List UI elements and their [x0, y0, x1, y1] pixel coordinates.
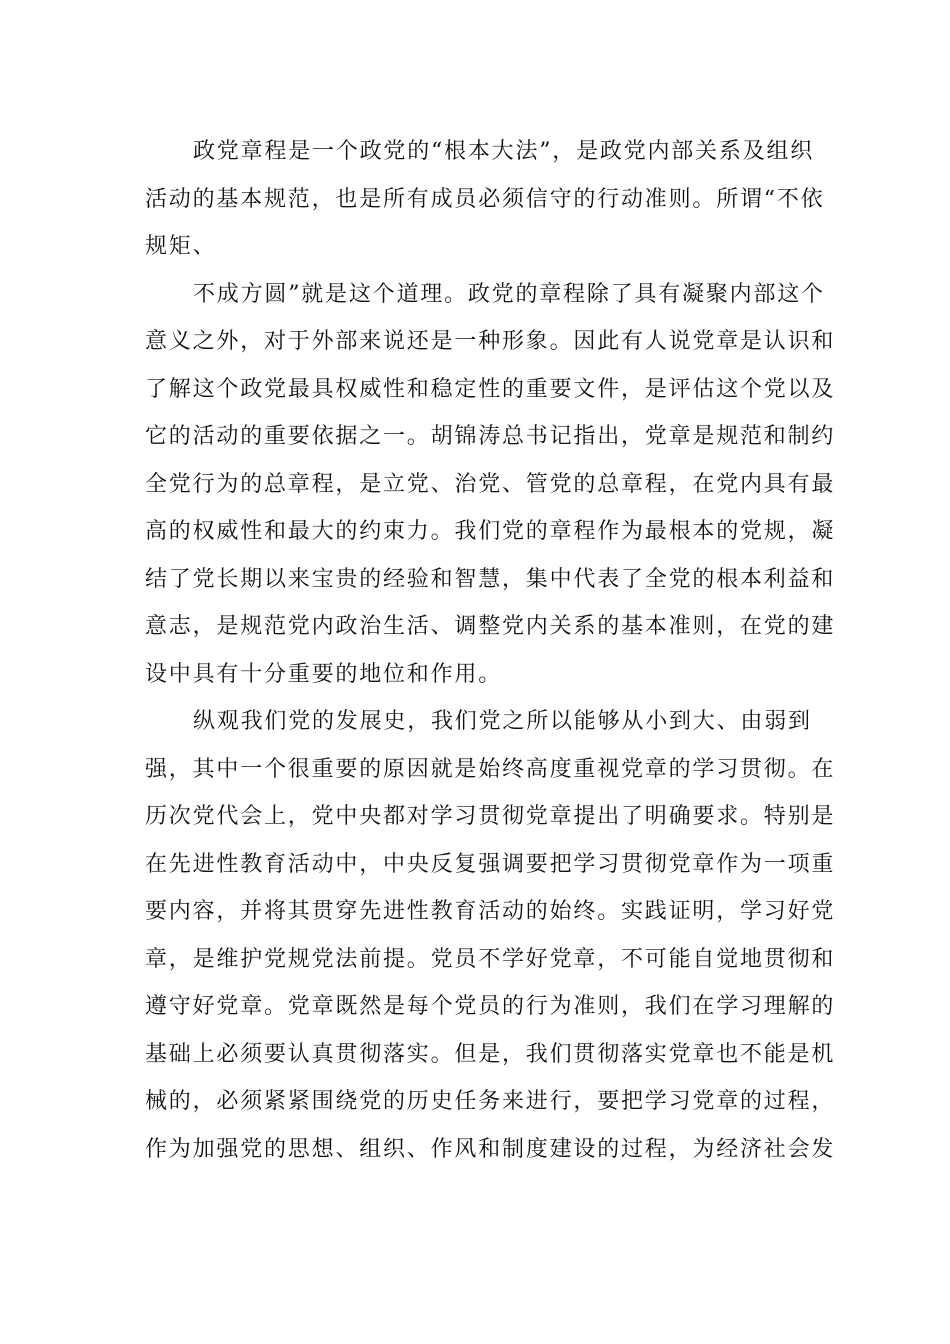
text-line: 作为加强党的思想、组织、作风和制度建设的过程，为经济社会发: [145, 1137, 836, 1162]
text-line: 意志，是规范党内政治生活、调整党内关系的基本准则，在党的建: [145, 614, 836, 639]
text-line: 要内容，并将其贯穿先进性教育活动的始终。实践证明，学习好党: [145, 899, 836, 924]
text-line: 章，是维护党规党法前提。党员不学好党章，不可能自觉地贯彻和: [145, 947, 836, 972]
text-line: 强，其中一个很重要的原因就是始终高度重视党章的学习贯彻。在: [145, 757, 836, 782]
text-line: 全党行为的总章程，是立党、治党、管党的总章程，在党内具有最: [145, 472, 836, 497]
text-line: 活动的基本规范，也是所有成员必须信守的行动准则。所谓“不依: [145, 187, 825, 212]
text-line: 规矩、: [145, 234, 217, 259]
text-line: 基础上必须要认真贯彻落实。但是，我们贯彻落实党章也不能是机: [145, 1042, 836, 1067]
text-line: 不成方圆”就是这个道理。政党的章程除了具有凝聚内部这个: [193, 282, 825, 307]
text-line: 了解这个政党最具权威性和稳定性的重要文件，是评估这个党以及: [145, 377, 836, 402]
text-line: 高的权威性和最大的约束力。我们党的章程作为最根本的党规，凝: [145, 519, 836, 544]
text-line: 遵守好党章。党章既然是每个党员的行为准则，我们在学习理解的: [145, 994, 836, 1019]
text-line: 纵观我们党的发展史，我们党之所以能够从小到大、由弱到: [193, 709, 812, 734]
text-line: 在先进性教育活动中，中央反复强调要把学习贯彻党章作为一项重: [145, 852, 836, 877]
text-line: 政党章程是一个政党的“根本大法”，是政党内部关系及组织: [193, 139, 815, 164]
text-line: 结了党长期以来宝贵的经验和智慧，集中代表了全党的根本利益和: [145, 567, 836, 592]
text-line: 意义之外，对于外部来说还是一种形象。因此有人说党章是认识和: [145, 329, 836, 354]
text-line: 械的，必须紧紧围绕党的历史任务来进行，要把学习党章的过程，: [145, 1089, 836, 1114]
text-line: 它的活动的重要依据之一。胡锦涛总书记指出，党章是规范和制约: [145, 424, 836, 449]
text-line: 历次党代会上，党中央都对学习贯彻党章提出了明确要求。特别是: [145, 804, 836, 829]
text-line: 设中具有十分重要的地位和作用。: [145, 662, 503, 687]
